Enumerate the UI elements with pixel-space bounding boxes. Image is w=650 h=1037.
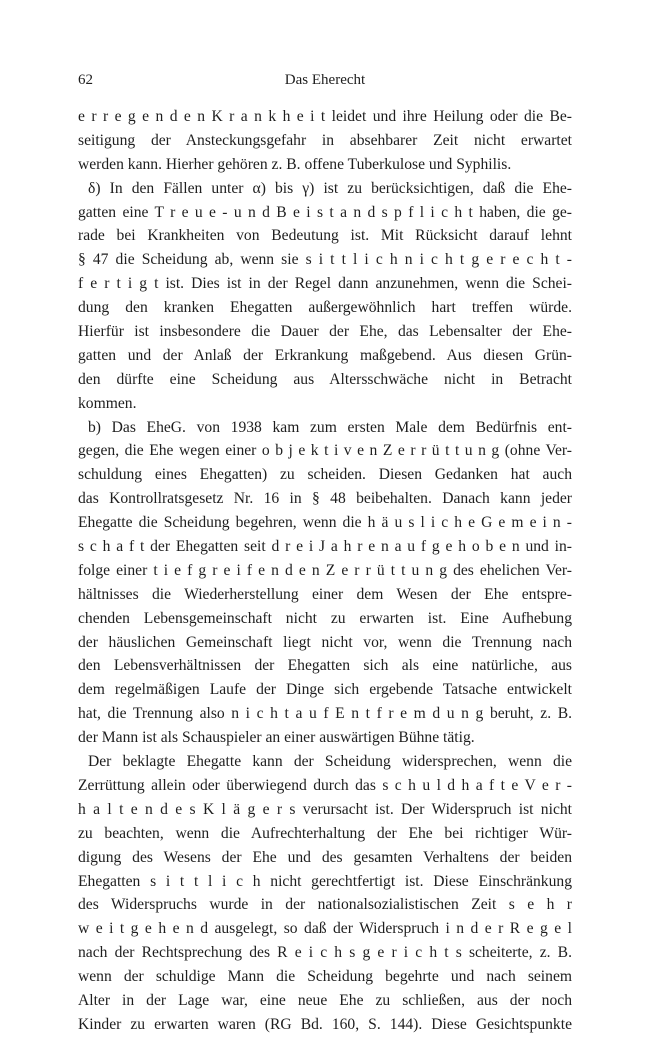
page-number: 62 <box>78 72 93 88</box>
text-line: s c h a f t der Ehegatten seit d r e i J a h r e n a u f g e h o b e n und in- <box>78 538 572 556</box>
text-line: der häuslichen Gemeinschaft liegt nicht vor, wenn die Trennung nach <box>78 633 572 651</box>
text-line: rade bei Krankheiten von Bedeutung ist. Mit Rücksicht darauf lehnt <box>78 227 572 245</box>
text-line: folge einer t i e f g r e i f e n d e n Z e r r ü t t u n g des ehelichen Ver- <box>78 561 572 579</box>
text-line: wenn der schuldige Mann die Scheidung begehrte und nach seinem <box>78 968 572 986</box>
text-line: Kinder zu erwarten waren (RG Bd. 160, S. 144). Diese Gesichtspunkte <box>78 1015 572 1033</box>
text-line: dem regelmäßigen Laufe der Dinge sich ergebende Tatsache entwickelt <box>78 681 572 699</box>
text-line: Alter in der Lage war, eine neue Ehe zu schließen, aus der noch <box>78 991 572 1009</box>
page-header <box>78 72 572 94</box>
text-line: § 47 die Scheidung ab, wenn sie s i t t l i c h n i c h t g e r e c h t - <box>78 251 572 269</box>
running-title: Das Eherecht <box>284 72 366 88</box>
text-line: gegen, die Ehe wegen einer o b j e k t i v e n Z e r r ü t t u n g (ohne Ver- <box>78 442 572 460</box>
text-line: zu beachten, wenn die Aufrechterhaltung der Ehe bei richtiger Wür- <box>78 824 572 842</box>
text-line: b) Das EheG. von 1938 kam zum ersten Male dem Bedürfnis ent- <box>88 418 572 436</box>
text-line: kommen. <box>78 394 137 412</box>
text-line: h a l t e n d e s K l ä g e r s verursacht ist. Der Widerspruch ist nicht <box>78 800 572 818</box>
text-line: Hierfür ist insbesondere die Dauer der Ehe, das Lebensalter der Ehe- <box>78 323 572 341</box>
text-line: Ehegatten s i t t l i c h nicht gerechtfertigt ist. Diese Einschränkung <box>78 872 572 890</box>
text-line: gatten und der Anlaß der Erkrankung maßgebend. Aus diesen Grün- <box>78 346 572 364</box>
text-line: den Lebensverhältnissen der Ehegatten sich als eine natürliche, aus <box>78 657 572 675</box>
text-line: seitigung der Ansteckungsgefahr in absehbarer Zeit nicht erwartet <box>78 131 572 149</box>
text-line: schuldung eines Ehegatten) zu scheiden. Diesen Gedanken hat auch <box>78 466 572 484</box>
text-line: dung den kranken Ehegatten außergewöhnlich hart treffen würde. <box>78 299 572 317</box>
text-line: des Widerspruchs wurde in der nationalsozialistischen Zeit s e h r <box>78 896 572 914</box>
text-line: f e r t i g t ist. Dies ist in der Regel dann anzunehmen, wenn die Schei- <box>78 275 572 293</box>
text-line: werden kann. Hierher gehören z. B. offene Tuberkulose und Syphilis. <box>78 155 512 173</box>
text-line: w e i t g e h e n d ausgelegt, so daß der Widerspruch i n d e r R e g e l <box>78 920 572 938</box>
text-line: δ) In den Fällen unter α) bis γ) ist zu berücksichtigen, daß die Ehe- <box>88 179 572 197</box>
text-line: der Mann ist als Schauspieler an einer auswärtigen Bühne tätig. <box>78 729 475 747</box>
text-line: nach der Rechtsprechung des R e i c h s g e r i c h t s scheiterte, z. B. <box>78 944 572 962</box>
text-line: chenden Lebensgemeinschaft nicht zu erwarten ist. Eine Aufhebung <box>78 609 572 627</box>
text-line: den dürfte eine Scheidung aus Altersschwäche nicht in Betracht <box>78 370 572 388</box>
text-line: Zerrüttung allein oder überwiegend durch das s c h u l d h a f t e V e r - <box>78 776 572 794</box>
text-line: e r r e g e n d e n K r a n k h e i t leidet und ihre Heilung oder die Be- <box>78 108 572 125</box>
text-line: digung des Wesens der Ehe und des gesamten Verhaltens der beiden <box>78 848 572 866</box>
text-line: hältnisses die Wiederherstellung einer dem Wesen der Ehe entspre- <box>78 585 572 603</box>
text-line: hat, die Trennung also n i c h t a u f E n t f r e m d u n g beruht, z. B. <box>78 705 572 723</box>
body-text <box>78 105 572 1037</box>
text-line: Ehegatte die Scheidung begehren, wenn die h ä u s l i c h e G e m e i n - <box>78 514 572 532</box>
text-line: das Kontrollratsgesetz Nr. 16 in § 48 beibehalten. Danach kann jeder <box>78 490 572 508</box>
text-line: Der beklagte Ehegatte kann der Scheidung widersprechen, wenn die <box>88 753 572 771</box>
text-line: gatten eine T r e u e - u n d B e i s t a n d s p f l i c h t haben, die ge- <box>78 203 572 221</box>
